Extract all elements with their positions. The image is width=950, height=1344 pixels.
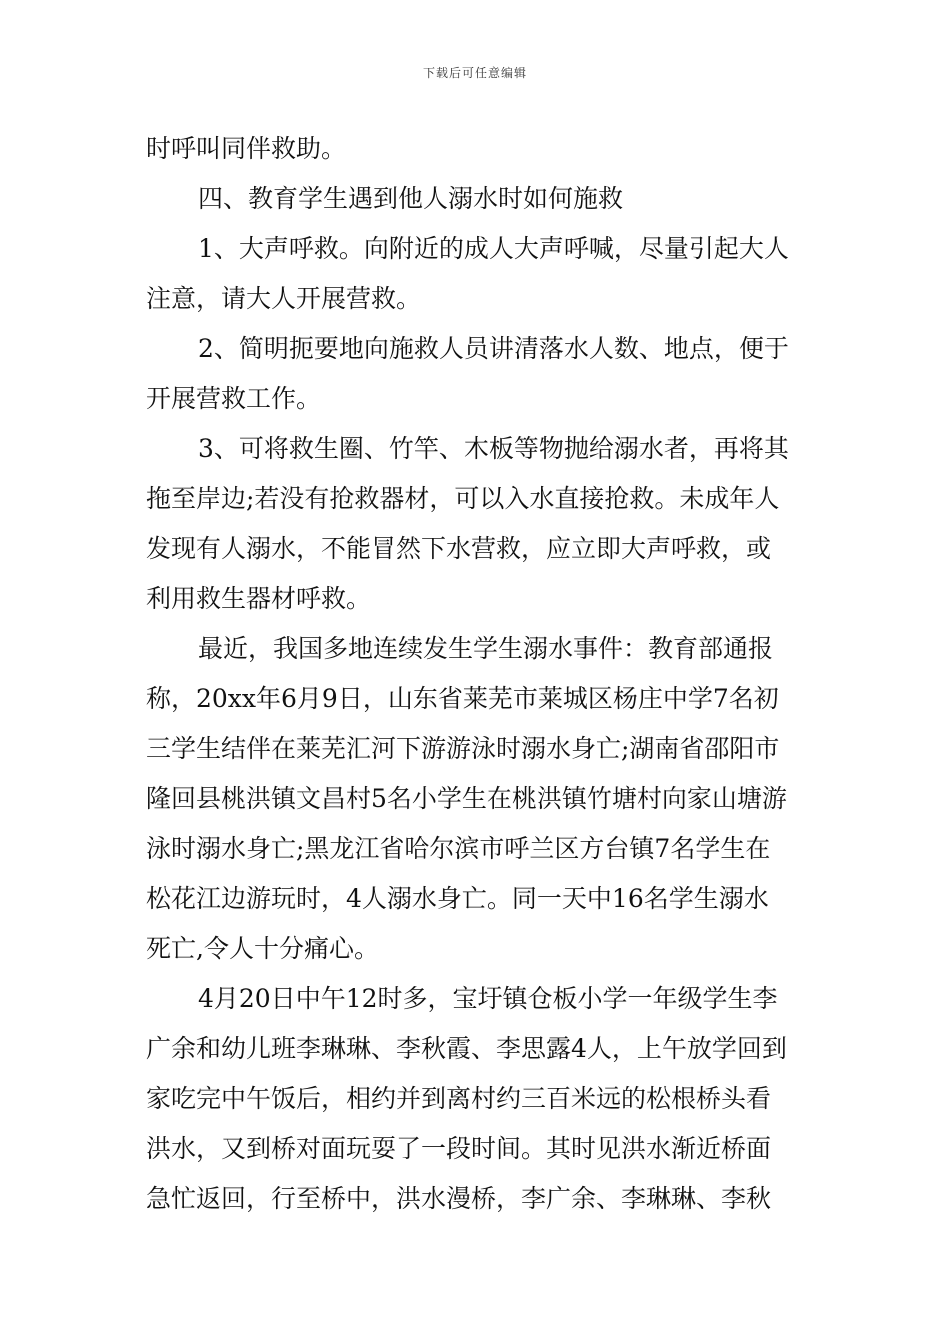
text-line: 利用救生器材呼救。 — [146, 584, 372, 613]
text-line: 拖至岸边;若没有抢救器材，可以入水直接抢救。未成年人 — [146, 484, 780, 513]
text-line: 洪水，又到桥对面玩耍了一段时间。其时见洪水渐近桥面 — [146, 1134, 772, 1163]
text-line: 广余和幼儿班李琳琳、李秋霞、李思露4人，上午放学回到 — [146, 1034, 787, 1063]
body-text — [146, 124, 806, 1224]
text-line: 开展营救工作。 — [146, 384, 322, 413]
text-line: 2、简明扼要地向施救人员讲清落水人数、地点，便于 — [198, 334, 789, 363]
text-line: 急忙返回，行至桥中，洪水漫桥，李广余、李琳琳、李秋 — [146, 1184, 772, 1213]
text-line: 家吃完中午饭后，相约并到离村约三百米远的松根桥头看 — [146, 1084, 772, 1113]
section-heading: 四、教育学生遇到他人溺水时如何施救 — [198, 184, 624, 213]
text-line: 发现有人溺水，不能冒然下水营救，应立即大声呼救，或 — [146, 534, 772, 563]
page-header: 下载后可任意编辑 — [422, 66, 527, 80]
text-line: 1、大声呼救。向附近的成人大声呼喊，尽量引起大人 — [198, 234, 789, 263]
text-line: 4月20日中午12时多，宝圩镇仓板小学一年级学生李 — [198, 984, 778, 1013]
text-line: 松花江边游玩时，4人溺水身亡。同一天中16名学生溺水 — [146, 884, 769, 913]
text-line: 泳时溺水身亡;黑龙江省哈尔滨市呼兰区方台镇7名学生在 — [146, 834, 771, 863]
text-line: 最近，我国多地连续发生学生溺水事件：教育部通报 — [198, 634, 774, 663]
text-line: 时呼叫同伴救助。 — [146, 134, 347, 163]
text-line: 三学生结伴在莱芜汇河下游游泳时溺水身亡;湖南省邵阳市 — [146, 734, 780, 763]
text-line: 死亡,令人十分痛心。 — [146, 934, 379, 963]
text-line: 称，20xx年6月9日，山东省莱芜市莱城区杨庄中学7名初 — [146, 684, 779, 713]
text-line: 注意，请大人开展营救。 — [146, 284, 422, 313]
text-line: 隆回县桃洪镇文昌村5名小学生在桃洪镇竹塘村向家山塘游 — [146, 784, 787, 813]
text-line: 3、可将救生圈、竹竿、木板等物抛给溺水者，再将其 — [198, 434, 789, 463]
